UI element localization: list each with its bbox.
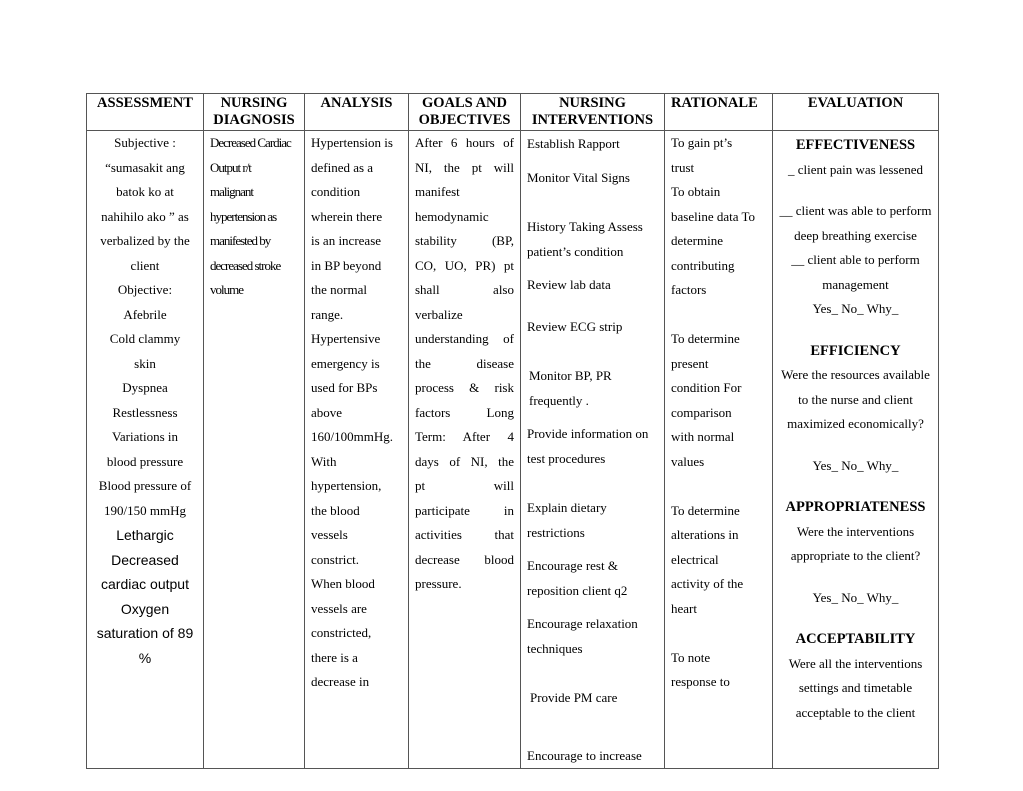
appropriateness-question: Were the interventions appropriate to the client? [790, 523, 921, 563]
goals-line: pressure. [415, 576, 462, 591]
assessment-line: cardiac output [101, 576, 189, 592]
rationale-line: alterations in [671, 527, 739, 542]
goals-line: decrease blood [415, 551, 514, 567]
intervention-item: Review ECG strip [527, 318, 623, 334]
assessment-line: saturation of 89 [96, 625, 194, 641]
header-evaluation: EVALUATION [773, 94, 939, 131]
analysis-line: decrease in [311, 674, 370, 689]
analysis-line: vessels [311, 527, 348, 542]
analysis-line: hypertension, [311, 478, 382, 493]
rationale-cell [665, 131, 773, 769]
goals-line: understanding of [415, 331, 514, 346]
rationale-line: baseline data To [671, 208, 756, 224]
nursing-diagnosis-text [210, 131, 298, 303]
goals-objectives-text [415, 131, 514, 597]
intervention-item: Explain dietary restrictions [527, 500, 607, 540]
assessment-line: nahihilo ako ” as [101, 208, 189, 224]
analysis-line: Hypertension is [311, 135, 393, 150]
assessment-line: client [130, 257, 160, 273]
rationale-line [671, 621, 766, 646]
assessment-line: batok ko at [116, 184, 174, 199]
assessment-line: Cold clammy [109, 331, 181, 346]
diagnosis-line: hypertension as [210, 208, 277, 224]
analysis-cell [305, 131, 409, 769]
analysis-line: there is a [311, 649, 358, 665]
analysis-line: used for BPs [311, 380, 378, 395]
assessment-line: skin [134, 355, 156, 371]
rationale-line: electrical [671, 551, 719, 567]
intervention-item: Provide PM care [530, 690, 618, 705]
efficiency-answer: Yes_ No_ Why_ [812, 457, 899, 473]
rationale-line: To gain pt’s [671, 135, 733, 150]
efficiency-question: Were the resources available to the nurse and client maximized economically? [781, 367, 930, 431]
diagnosis-line: manifested by [210, 233, 271, 248]
goals-line: stability (BP, [415, 233, 514, 248]
assessment-line: Afebrile [123, 306, 167, 322]
goals-line: After 6 hours of [415, 135, 514, 150]
rationale-line: determine [671, 233, 723, 248]
nursing-care-plan-table [86, 93, 939, 769]
intervention-item: Encourage to increase [527, 747, 642, 763]
rationale-line: condition For [671, 380, 742, 395]
assessment-line: Dyspnea [122, 380, 168, 395]
appropriateness-answer: Yes_ No_ Why_ [812, 589, 899, 605]
effectiveness-item: _ client pain was lessened [787, 161, 923, 177]
goals-cell [409, 131, 521, 769]
assessment-line: Restlessness [112, 404, 178, 420]
analysis-line: wherein there [311, 208, 383, 224]
goals-line: participate in [415, 502, 514, 518]
rationale-line: activity of the [671, 576, 744, 591]
assessment-line: Variations in [111, 429, 179, 444]
analysis-line: constricted, [311, 625, 372, 640]
analysis-line: When blood [311, 576, 375, 591]
rationale-line: heart [671, 600, 697, 616]
assessment-line: 190/150 mmHg [104, 502, 186, 518]
assessment-line: Blood pressure of [98, 478, 192, 493]
content-row [87, 131, 939, 769]
assessment-line: Decreased [111, 551, 179, 568]
intervention-item: Establish Rapport [527, 136, 620, 151]
diagnosis-line: volume [210, 282, 243, 297]
analysis-line: is an increase [311, 233, 382, 248]
goals-line: hemodynamic [415, 208, 489, 224]
acceptability-title: ACCEPTABILITY [795, 631, 916, 647]
rationale-line: trust [671, 159, 695, 175]
assessment-line: “sumasakit ang [105, 159, 185, 175]
goals-line: days of NI, the [415, 453, 514, 469]
assessment-line: Subjective : [114, 135, 176, 150]
goals-line: process & risk [415, 380, 514, 395]
analysis-line: above [311, 404, 343, 420]
header-goals-objectives: GOALS AND OBJECTIVES [409, 94, 521, 131]
header-analysis: ANALYSIS [305, 94, 409, 131]
goals-line: pt will [415, 478, 514, 493]
analysis-line: the normal [311, 282, 367, 297]
rationale-line: with normal [671, 429, 735, 444]
intervention-item: History Taking Assess patient’s condition [527, 219, 643, 259]
analysis-line: Hypertensive [311, 331, 381, 346]
header-nursing-interventions: NURSING INTERVENTIONS [521, 94, 665, 131]
header-assessment: ASSESSMENT [87, 94, 204, 131]
rationale-line: To determine [671, 502, 740, 518]
rationale-text [671, 131, 766, 695]
header-nursing-diagnosis: NURSING DIAGNOSIS [204, 94, 305, 131]
rationale-line: To obtain [671, 184, 721, 199]
assessment-subjective-objective [93, 131, 197, 523]
rationale-line: To determine [671, 331, 740, 346]
rationale-line: contributing [671, 257, 735, 273]
diagnosis-line: decreased stroke [210, 257, 281, 273]
goals-line: shall also [415, 282, 514, 297]
analysis-line: With [311, 453, 337, 469]
assessment-line: Oxygen [120, 600, 170, 617]
goals-line: Term: After 4 [415, 429, 514, 444]
header-row [87, 94, 939, 131]
effectiveness-answer: Yes_ No_ Why_ [812, 301, 899, 316]
intervention-item: Monitor BP, PR frequently . [529, 368, 612, 408]
intervention-item: Encourage relaxation techniques [527, 616, 638, 656]
rationale-line [671, 303, 766, 328]
diagnosis-line: Output r/t [210, 159, 251, 175]
interventions-cell [521, 131, 665, 769]
assessment-line: Lethargic [116, 527, 174, 543]
rationale-line: comparison [671, 404, 732, 420]
intervention-item: Review lab data [527, 277, 611, 292]
diagnosis-cell [204, 131, 305, 769]
goals-line: verbalize [415, 306, 463, 322]
analysis-line: in BP beyond [311, 257, 382, 273]
assessment-findings [93, 523, 197, 670]
analysis-line: the blood [311, 502, 360, 518]
assessment-cell [87, 131, 204, 769]
effectiveness-item: __ client able to perform management [791, 252, 920, 292]
intervention-item: Encourage rest & reposition client q2 [527, 558, 628, 598]
goals-line: NI, the pt will [415, 159, 514, 175]
assessment-line: % [138, 649, 152, 666]
analysis-line: defined as a [311, 159, 374, 175]
assessment-line: verbalized by the [100, 233, 190, 248]
rationale-line: values [671, 453, 705, 469]
intervention-item: Monitor Vital Signs [527, 169, 630, 185]
diagnosis-line: Decreased Cardiac [210, 135, 291, 150]
acceptability-question: Were all the interventions settings and timetable acceptable to the client [788, 655, 923, 720]
goals-line: CO, UO, PR) pt [415, 257, 514, 273]
appropriateness-title: APPROPRIATENESS [785, 499, 926, 515]
analysis-line: emergency is [311, 355, 380, 371]
goals-line: manifest [415, 184, 460, 199]
goals-line: activities that [415, 527, 514, 542]
header-rationale: RATIONALE [665, 94, 773, 131]
rationale-line: present [671, 355, 709, 371]
analysis-line: range. [311, 306, 344, 322]
effectiveness-item: __ client was able to perform deep breathing exercise [779, 203, 932, 243]
analysis-text [311, 131, 402, 695]
analysis-line: 160/100mmHg. [311, 429, 393, 444]
rationale-line: factors [671, 282, 707, 297]
rationale-line: response to [671, 674, 730, 689]
assessment-line: blood pressure [106, 453, 184, 469]
rationale-line [671, 474, 766, 499]
efficiency-title: EFFICIENCY [810, 342, 901, 359]
diagnosis-line: malignant [210, 184, 253, 199]
analysis-line: condition [311, 184, 361, 199]
analysis-line: constrict. [311, 551, 360, 567]
rationale-line: To note [671, 649, 711, 665]
goals-line: the disease [415, 355, 514, 371]
analysis-line: vessels are [311, 600, 367, 616]
intervention-item: Provide information on test procedures [527, 426, 649, 466]
evaluation-cell [773, 131, 939, 769]
assessment-line: Objective: [117, 282, 173, 297]
goals-line: factors Long [415, 404, 514, 420]
effectiveness-title: EFFECTIVENESS [795, 137, 916, 153]
